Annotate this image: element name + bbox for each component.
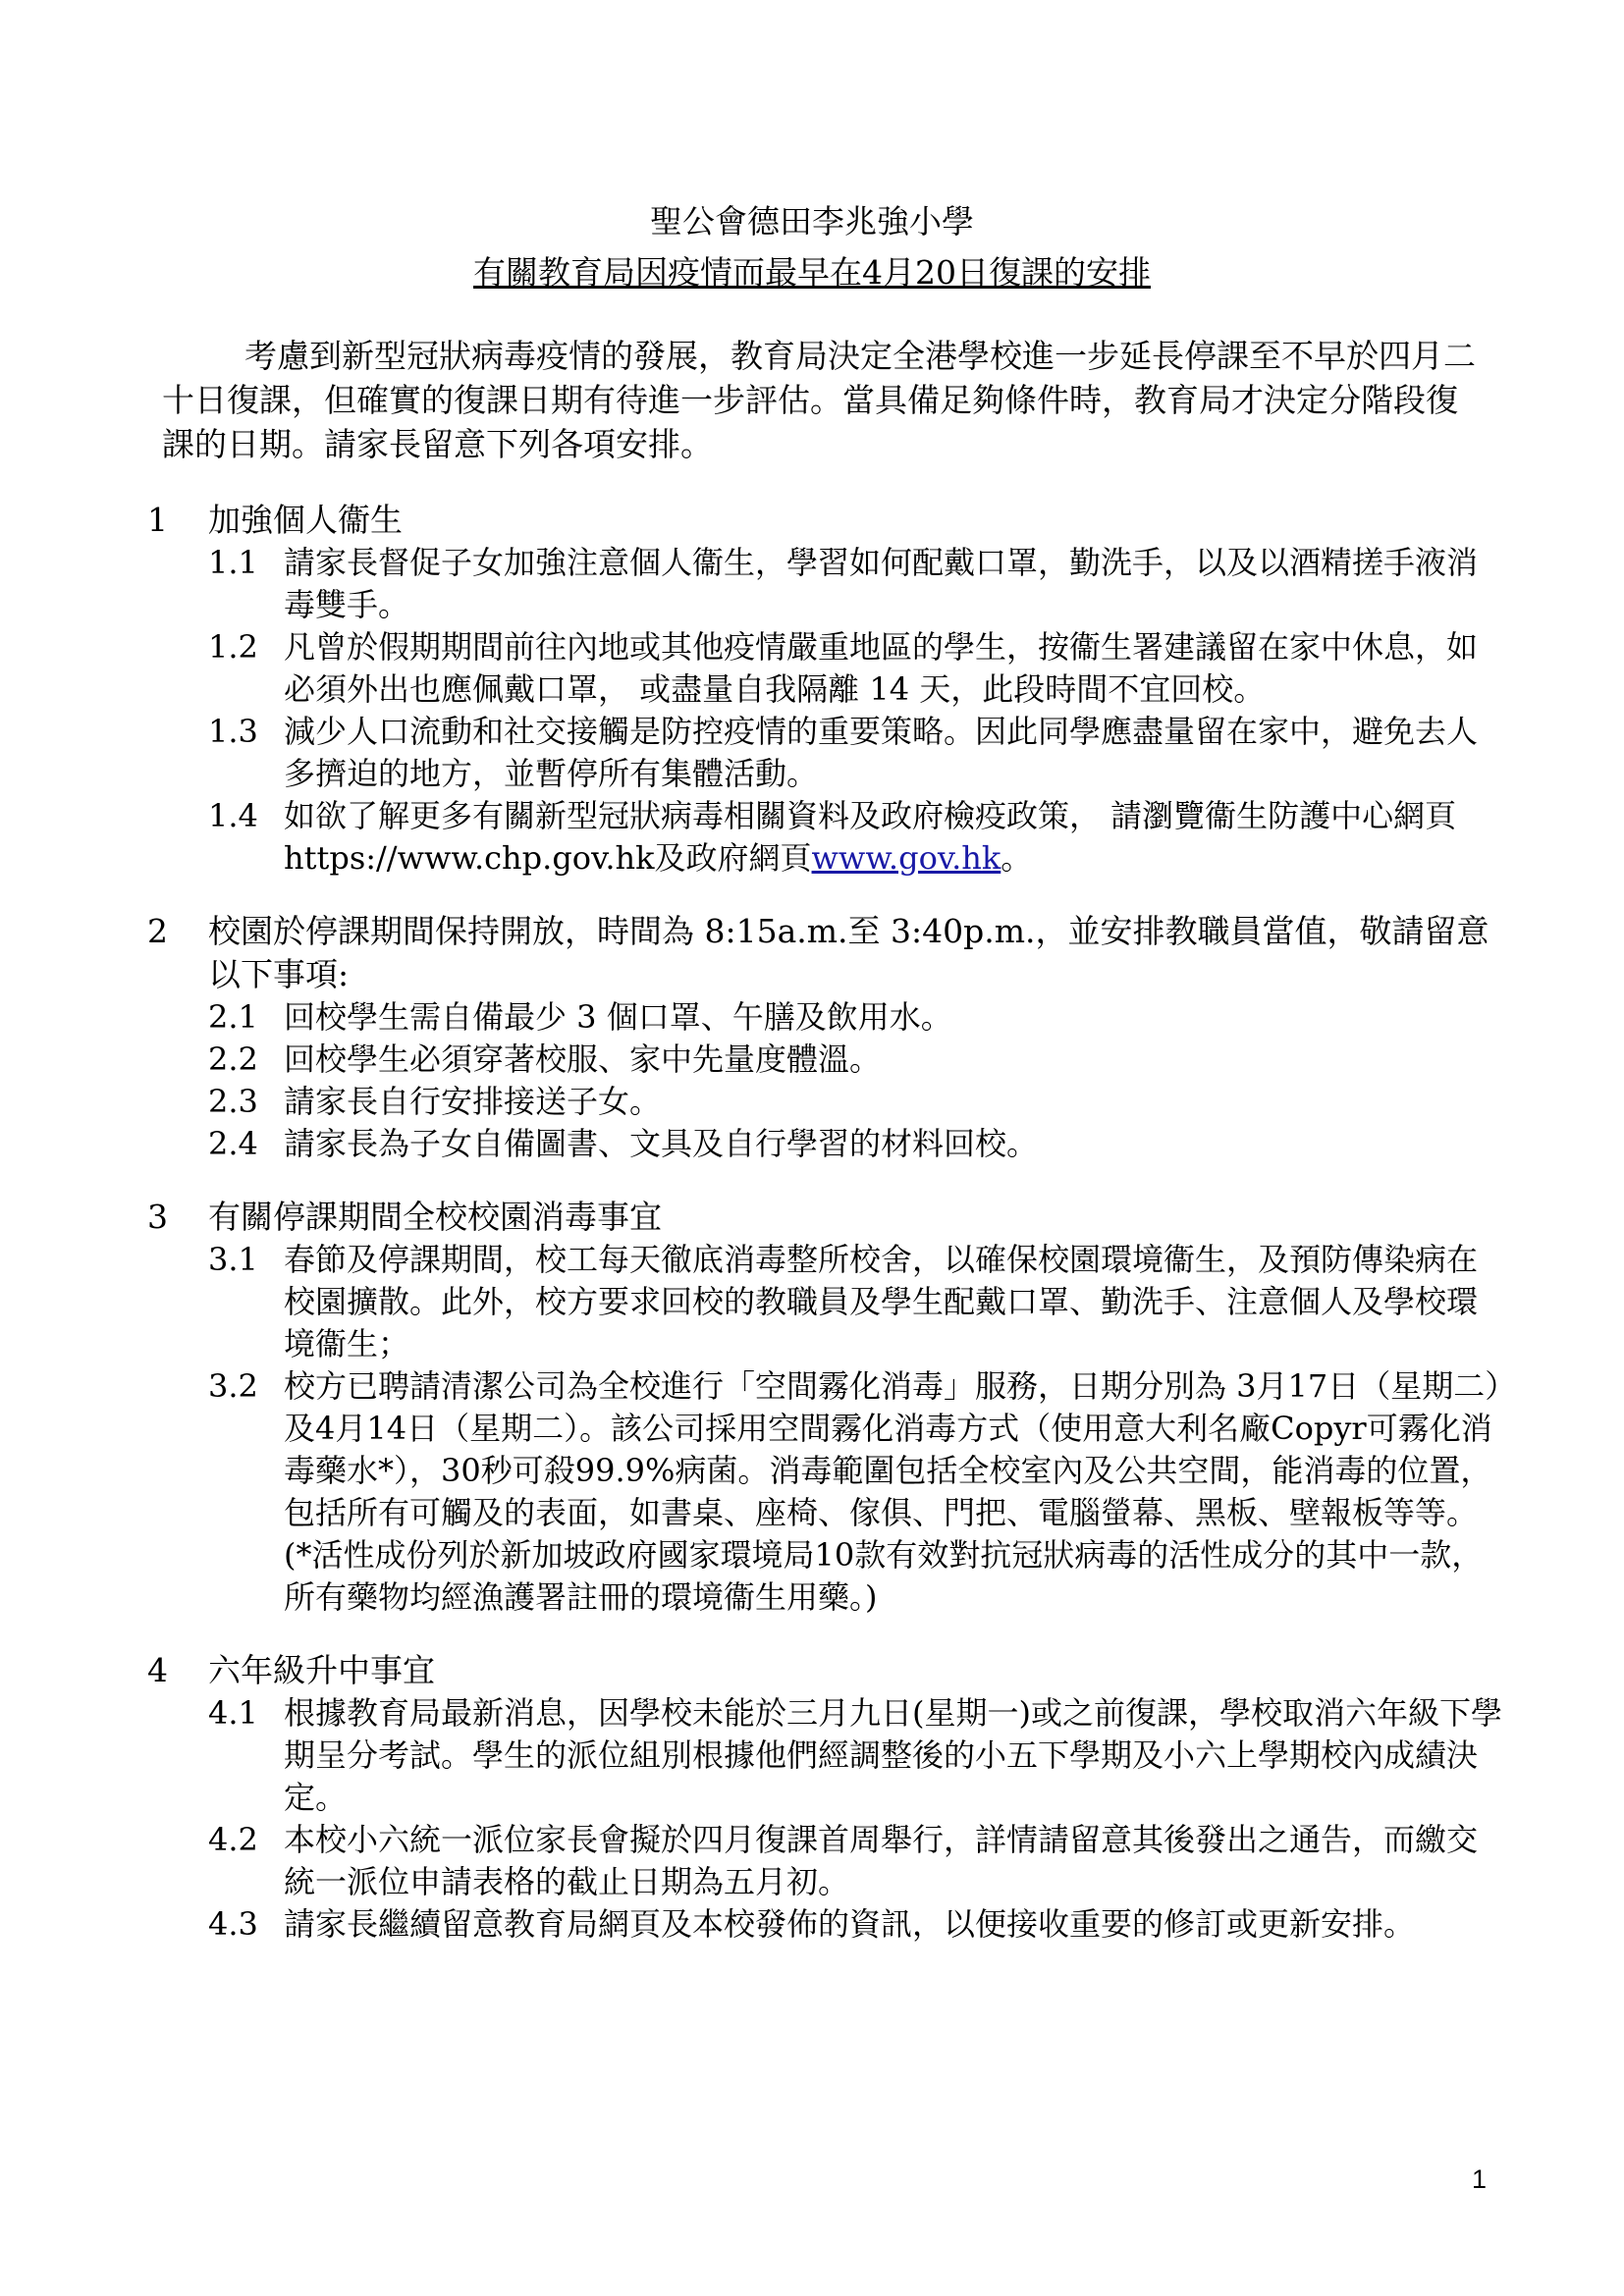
list-item <box>147 626 1502 711</box>
list-item <box>147 1365 1502 1619</box>
item-text: 回校學生必須穿著校服、家中先量度體溫。 <box>284 1041 882 1078</box>
item-number: 3.1 <box>208 1241 258 1278</box>
gov-website-link[interactable]: www.gov.hk <box>811 839 1001 877</box>
item-number: 2.4 <box>208 1125 258 1162</box>
item-number: 2.3 <box>208 1083 258 1120</box>
list-item <box>147 1039 1502 1081</box>
list-item <box>147 542 1502 626</box>
list-item <box>147 1081 1502 1123</box>
section-number: 4 <box>147 1651 168 1689</box>
section-number: 3 <box>147 1198 168 1236</box>
item-number: 3.2 <box>208 1367 258 1405</box>
item-text-before-link: 如欲了解更多有關新型冠狀病毒相關資料及政府檢疫政策， 請瀏覽衞生防護中心網頁 https://www.chp.gov.hk及政府網頁 <box>284 797 1457 877</box>
section-campus-opening <box>147 910 1502 1165</box>
section-number: 1 <box>147 501 168 539</box>
section-number: 2 <box>147 912 168 950</box>
item-number: 2.2 <box>208 1041 258 1078</box>
list-item <box>147 1819 1502 1903</box>
list-item <box>147 1903 1502 1946</box>
item-text: 請家長自行安排接送子女。 <box>284 1083 662 1120</box>
page-number: 1 <box>1471 2164 1487 2194</box>
item-text: 回校學生需自備最少 3 個口罩、午膳及飲用水。 <box>284 998 952 1036</box>
section-title: 校園於停課期間保持開放，時間為 8:15a.m.至 3:40p.m.，並安排教職員當值，敬請留意以下事項: <box>208 912 1489 993</box>
section-title: 六年級升中事宜 <box>208 1651 435 1689</box>
list-item <box>147 1692 1502 1819</box>
item-text-after-link: 。 <box>1001 839 1033 877</box>
item-number: 4.1 <box>208 1694 258 1732</box>
section-secondary-allocation <box>147 1649 1502 1946</box>
item-number: 1.4 <box>208 797 258 834</box>
item-number: 1.1 <box>208 544 258 581</box>
list-item <box>147 996 1502 1039</box>
item-text: 凡曾於假期期間前往內地或其他疫情嚴重地區的學生，按衞生署建議留在家中休息，如必須外出也應佩戴口罩， 或盡量自我隔離 14 天，此段時間不宜回校。 <box>284 628 1479 708</box>
item-text: 根據教育局最新消息，因學校未能於三月九日(星期一)或之前復課，學校取消六年級下學期呈分考試。學生的派位組別根據他們經調整後的小五下學期及小六上學期校內成績決定。 <box>284 1694 1502 1816</box>
section-personal-hygiene <box>147 499 1502 880</box>
school-name: 聖公會德田李兆強小學 <box>650 202 974 240</box>
item-text: 減少人口流動和社交接觸是防控疫情的重要策略。因此同學應盡量留在家中，避免去人多擠迫的地方，並暫停所有集體活動。 <box>284 713 1479 792</box>
notice-title: 有關教育局因疫情而最早在4月20日復課的安排 <box>473 253 1151 292</box>
item-text: 本校小六統一派位家長會擬於四月復課首周舉行，詳情請留意其後發出之通告，而繳交統一派位申請表格的截止日期為五月初。 <box>284 1821 1479 1900</box>
list-item <box>147 795 1502 880</box>
section-heading <box>147 1649 1502 1692</box>
item-text: 春節及停課期間，校工每天徹底消毒整所校舍，以確保校園環境衞生，及預防傳染病在校園擴散。此外，校方要求回校的教職員及學生配戴口罩、勤洗手、注意個人及學校環境衞生； <box>284 1241 1479 1362</box>
item-text: 校方已聘請清潔公司為全校進行「空間霧化消毒」服務，日期分別為 3月17日（星期二）及4月14日（星期二）。該公司採用空間霧化消毒方式（使用意大利名廠Copyr可霧化消毒藥水*），30秒可殺99.9%病菌。消毒範圍包括全校室內及公共空間，能消毒的位置，包括所有可觸及的表面，如書桌、座椅、傢俱、門把、電腦螢幕、黑板、壁報板等等。(*活性成份列於新加坡政府國家環境局10款有效對抗冠狀病毒的活性成分的其中一款，所有藥物均經漁護署註冊的環境衞生用藥。) <box>284 1367 1501 1616</box>
section-title: 加強個人衞生 <box>208 501 403 539</box>
item-text: 請家長督促子女加強注意個人衞生，學習如何配戴口罩，勤洗手，以及以酒精搓手液消毒雙手。 <box>284 544 1479 623</box>
list-item <box>147 1239 1502 1365</box>
item-text: 請家長為子女自備圖書、文具及自行學習的材料回校。 <box>284 1125 1039 1162</box>
list-item <box>147 711 1502 795</box>
intro-paragraph: 考慮到新型冠狀病毒疫情的發展，教育局決定全港學校進一步延長停課至不早於四月二十日復課，但確實的復課日期有待進一步評估。當具備足夠條件時，教育局才決定分階段復課的日期。請家長留意下列各項安排。 <box>162 337 1476 463</box>
section-disinfection <box>147 1196 1502 1619</box>
item-number: 4.3 <box>208 1905 258 1943</box>
section-heading <box>147 1196 1502 1239</box>
section-heading <box>147 499 1502 542</box>
item-number: 1.2 <box>208 628 258 666</box>
item-text: 請家長繼續留意教育局網頁及本校發佈的資訊，以便接收重要的修訂或更新安排。 <box>284 1905 1416 1943</box>
item-number: 4.2 <box>208 1821 258 1858</box>
document-header <box>0 196 1624 298</box>
sections-list <box>147 499 1502 1976</box>
item-number: 2.1 <box>208 998 258 1036</box>
list-item <box>147 1123 1502 1165</box>
item-number: 1.3 <box>208 713 258 750</box>
section-heading <box>147 910 1502 996</box>
section-title: 有關停課期間全校校園消毒事宜 <box>208 1198 662 1236</box>
